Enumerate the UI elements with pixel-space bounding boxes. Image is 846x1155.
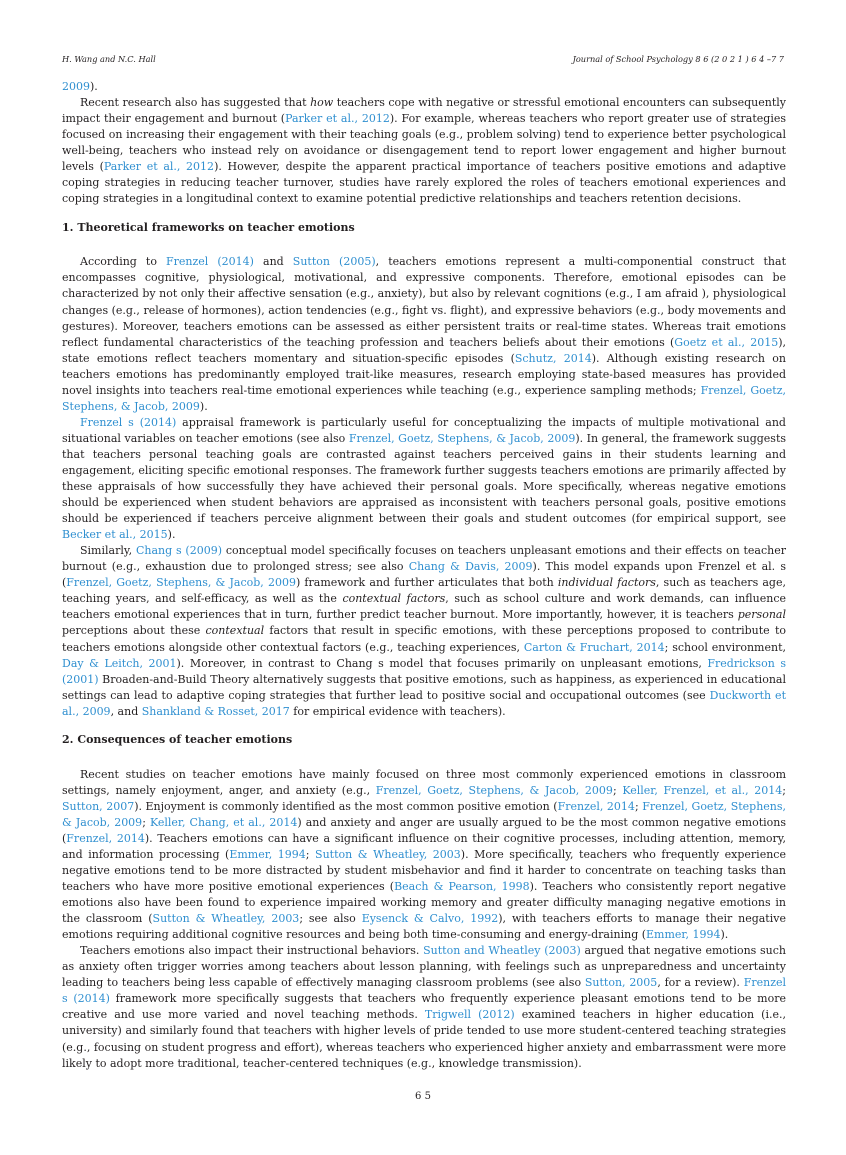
citation-link[interactable]: Trigwell (2012) <box>424 1008 515 1022</box>
citation-link[interactable]: Sutton, 2005 <box>584 976 658 990</box>
paragraph-text: ). Enjoyment is commonly identified as the most common positive emotion ( <box>134 799 558 813</box>
paragraph-text: Teachers emotions also impact their instructional behaviors. <box>80 944 424 958</box>
paragraph-text: ). Teachers who consistently report negative emotions also have been found to experience impaired working memory and greater difficulty managing negative emotions in the classroom ( <box>62 880 786 926</box>
paragraph-text: for empirical evidence with teachers). <box>289 704 506 718</box>
citation-link[interactable]: Sutton & Wheatley, 2003 <box>315 847 461 861</box>
citation-link[interactable]: Frenzel s (2014) <box>62 976 787 1006</box>
citation-link[interactable]: Sutton and Wheatley (2003) <box>423 944 581 958</box>
citation-link[interactable]: Frenzel, 2014 <box>66 831 145 845</box>
citation-link[interactable]: Chang s (2009) <box>135 544 223 558</box>
citation-link[interactable]: Keller, Frenzel, et al., 2014 <box>622 783 783 797</box>
intro-paragraph-1 <box>62 79 786 95</box>
citation-link[interactable]: Beach & Pearson, 1998 <box>394 880 530 894</box>
citation-link[interactable]: Emmer, 1994 <box>646 928 721 942</box>
paragraph-text: , such as school culture and work demands, can influence teachers emotional experiences that in turn, further predict teacher burnout. More importantly, however, it is teachers <box>62 592 786 622</box>
paragraph-text: ; <box>634 799 643 813</box>
section1-paragraph-1 <box>62 254 786 414</box>
paragraph-text: Similarly, <box>80 544 136 558</box>
citation-link[interactable]: Schutz, 2014 <box>514 351 592 365</box>
paragraph-text: appraisal framework is particularly useful for conceptualizing the impacts of multiple motivational and situational variables on teacher emotions (see also <box>62 415 786 445</box>
header-authors: H. Wang and N.C. Hall <box>62 54 156 64</box>
section1-paragraph-2 <box>62 415 786 543</box>
paragraph-text: ; <box>782 783 787 797</box>
section2-paragraph-1 <box>62 767 786 944</box>
paragraph-text: ). <box>90 80 98 93</box>
citation-link[interactable]: Emmer, 1994 <box>229 847 306 861</box>
section-heading-2: 2. Consequences of teacher emotions <box>62 733 293 747</box>
citation-link[interactable]: Parker et al., 2012 <box>103 160 215 174</box>
paragraph-text: perceptions about these <box>62 624 206 638</box>
paragraph-text: ). <box>199 399 208 413</box>
citation-link[interactable]: Sutton & Wheatley, 2003 <box>152 912 300 926</box>
citation-link[interactable]: Day & Leitch, 2001 <box>62 656 177 670</box>
paragraph-text: Recent research also has suggested that <box>80 96 311 110</box>
citation-link[interactable]: Frenzel, Goetz, Stephens, & Jacob, 2009 <box>62 383 786 413</box>
paragraph-text: examined teachers in higher education (i.e., university) and similarly found that teachers with higher levels of pride tended to use more student-centered teaching strategies (e.g., focusing on student progress and effort), whereas teachers who experienced higher anxiety and embarrassment were more likely to adopt more traditional, teacher-centered techniques (e.g., knowledge transmission). <box>62 1008 786 1070</box>
intro-paragraph-2 <box>62 95 786 207</box>
article-body <box>62 79 786 1072</box>
citation-link[interactable]: Chang & Davis, 2009 <box>408 560 533 574</box>
paragraph-text: ; see also <box>299 912 362 926</box>
header-journal: Journal of School Psychology 8 6 (2 0 2 1 ) 6 4 –7 7 <box>572 54 784 64</box>
citation-link[interactable]: Shankland & Rosset, 2017 <box>141 704 290 718</box>
section-heading-1: 1. Theoretical frameworks on teacher emotions <box>62 220 355 234</box>
paragraph-text: ; <box>612 783 623 797</box>
paragraph-text: framework more specifically suggests that teachers who frequently experience pleasant emotions tend to be more creative and use more varied and novel teaching methods. <box>62 992 786 1022</box>
paragraph-text: teachers cope with negative or stressful emotional encounters can subsequently impact their engagement and burnout ( <box>62 96 786 126</box>
paragraph-text: ; <box>305 847 316 861</box>
citation-link[interactable]: Carton & Fruchart, 2014 <box>523 640 665 654</box>
italic-text: how <box>310 96 334 110</box>
paragraph-text: , teachers emotions represent a multi-componential construct that encompasses cognitive, physiological, motivational, and expressive components. Therefore, emotional episodes can be characterized by not only their affective sensation (e.g., anxiety), but also by relevant cognitions (e.g., I am afraid ), physiological changes (e.g., release of hormones), action tendencies (e.g., fight vs. flight), and expressive behaviors (e.g., body movements and gestures). Moreover, teachers emotions can be assessed as either persistent traits or real-time states. Whereas trait emotions reflect fundamental characteristics of the teaching profession and teachers beliefs about their emotions ( <box>62 255 786 349</box>
paragraph-text: argued that negative emotions such as anxiety often trigger worries among teachers about lesson planning, with feelings such as unpreparedness and uncertainty leading to teachers being less capable of effectively managing classroom problems (see also <box>62 944 786 990</box>
section1-paragraph-3 <box>62 543 786 720</box>
page-number: 6 5 <box>415 1091 431 1102</box>
italic-text: contextual <box>205 624 265 638</box>
paragraph-text: ), with teachers efforts to manage their negative emotions requiring additional cognitive resources and being both time-consuming and energy-draining ( <box>62 912 786 942</box>
citation-link[interactable]: Eysenck & Calvo, 1992 <box>361 912 499 926</box>
paragraph-text: ). More specifically, teachers who frequently experience negative emotions tend to be more distracted by student misbehavior and find it harder to concentrate on teaching tasks than teachers who have more positive emotional experiences ( <box>62 847 786 894</box>
paragraph-text: , for a review). <box>657 976 744 990</box>
italic-text: contextual factors <box>342 592 446 606</box>
paragraph-text: ). In general, the framework suggests that teachers personal teaching goals are contrasted against teachers perceived gains in their students learning and engagement, eliciting specific emotional responses. The framework further suggests teachers emotions are primarily affected by these appraisals of how successfully they have achieved their personal goals. More specifically, whereas negative emotions should be experienced when student behaviors are appraised as inconsistent with teachers personal goals, positive emotions should be experienced if teachers perceive alignment between their goals and student outcomes (for empirical support, see <box>62 431 787 526</box>
paragraph-text: , and <box>110 704 142 718</box>
paragraph-text: conceptual model specifically focuses on teachers unpleasant emotions and their effects on teacher burnout (e.g., exhaustion due to prolonged stress; see also <box>62 544 786 574</box>
paragraph-text: ). Teachers emotions can have a significant influence on their cognitive processes, including attention, memory, and information processing ( <box>62 831 787 861</box>
paragraph-text: factors that result in specific emotions, with these perceptions proposed to contribute to teachers emotions alongside other contextual factors (e.g., teaching experiences, <box>62 624 786 654</box>
citation-link[interactable]: Sutton, 2007 <box>62 799 135 813</box>
paragraph-text: ). <box>167 528 176 542</box>
citation-link[interactable]: Frenzel (2014) <box>166 255 254 269</box>
paragraph-text: ). <box>720 928 729 942</box>
citation-link[interactable]: Frenzel, Goetz, Stephens, & Jacob, 2009 <box>66 576 296 590</box>
citation-link[interactable]: Frenzel, Goetz, Stephens, & Jacob, 2009 <box>348 431 576 445</box>
paragraph-text: ) and anxiety and anger are usually argued to be the most common negative emotions ( <box>62 815 786 845</box>
citation-link[interactable]: Becker et al., 2015 <box>62 528 168 542</box>
section2-paragraph-2 <box>62 943 786 1071</box>
italic-text: personal <box>737 608 786 622</box>
paragraph-text: ; <box>142 815 150 829</box>
paragraph-text: ). For example, whereas teachers who report greater use of strategies focused on increasing their engagement with their teaching goals (e.g., problem solving) tend to experience better psychological well-being, teachers who instead rely on avoidance or disengagement tend to report lower engagement and higher burnout levels ( <box>62 112 787 174</box>
citation-link[interactable]: Frenzel s (2014) <box>80 415 177 429</box>
citation-link[interactable]: Keller, Chang, et al., 2014 <box>149 815 298 829</box>
citation-link[interactable]: 2009 <box>62 80 90 93</box>
paragraph-text: ) framework and further articulates that both <box>295 576 558 590</box>
paragraph-text: ; school environment, <box>664 640 787 654</box>
citation-link[interactable]: Duckworth et al., 2009 <box>62 688 786 718</box>
italic-text: individual factors <box>557 576 656 590</box>
paragraph-text: Recent studies on teacher emotions have mainly focused on three most commonly experienced emotions in classroom settings, namely enjoyment, anger, and anxiety (e.g., <box>62 767 786 797</box>
citation-link[interactable]: Parker et al., 2012 <box>285 112 390 126</box>
paragraph-text: ). Although existing research on teachers emotions has predominantly employed trait-like measures, research employing state-based measures has provided novel insights into teachers real-time emotional experiences while teaching (e.g., experience sampling methods; <box>62 351 786 397</box>
citation-link[interactable]: Sutton (2005) <box>292 255 376 269</box>
paragraph-text: and <box>253 255 293 269</box>
citation-link[interactable]: Frenzel, 2014 <box>557 799 635 813</box>
citation-link[interactable]: Frenzel, Goetz, Stephens, & Jacob, 2009 <box>375 783 613 797</box>
citation-link[interactable]: Frenzel, Goetz, Stephens, & Jacob, 2009 <box>62 799 787 829</box>
citation-link[interactable]: Fredrickson s (2001) <box>62 656 786 686</box>
citation-link[interactable]: Goetz et al., 2015 <box>674 335 779 349</box>
paragraph-text: ). This model expands upon Frenzel et al. s ( <box>62 560 787 590</box>
paragraph-text: According to <box>80 255 167 269</box>
paragraph-text: ). However, despite the apparent practical importance of teachers positive emotions and adaptive coping strategies in reducing teacher turnover, studies have rarely explored the roles of teachers emotional experiences and coping strategies in a longitudinal context to examine potential predictive relationships and teachers retention decisions. <box>62 160 787 206</box>
paragraph-text: , such as teachers age, teaching years, and self-efficacy, as well as the <box>62 576 786 606</box>
paragraph-text: ), state emotions reflect teachers momentary and situation-specific episodes ( <box>62 335 786 365</box>
paragraph-text: Broaden-and-Build Theory alternatively suggests that positive emotions, such as happiness, as experienced in educational settings can lead to adaptive coping strategies that further lead to positive social and occupational outcomes (see <box>62 672 786 702</box>
paragraph-text: ). Moreover, in contrast to Chang s model that focuses primarily on unpleasant emotions, <box>176 656 708 670</box>
